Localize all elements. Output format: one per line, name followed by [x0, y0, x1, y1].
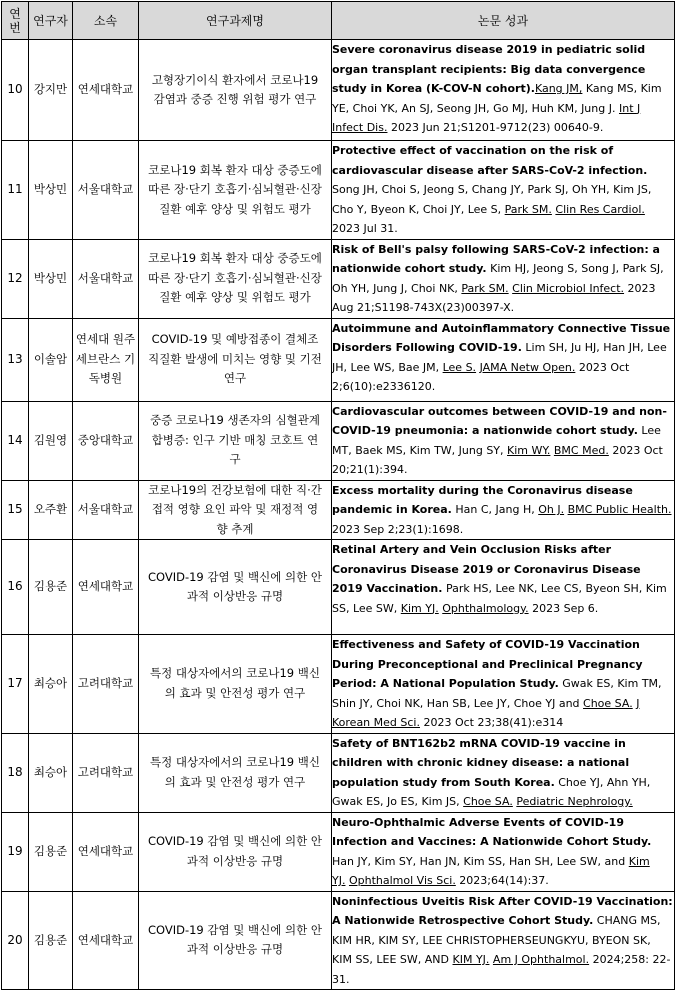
header-researcher: 연구자	[29, 2, 73, 40]
row-project: 코로나19의 건강보험에 대한 직·간접적 영향 요인 파악 및 재정적 영향 추계	[139, 480, 332, 540]
row-project: COVID-19 감염 및 백신에 의한 안과적 이상반응 규명	[139, 812, 332, 891]
paper-title: Autoimmune and Autoinflammatory Connective Tissue Disorders Following COVID-19.	[332, 321, 671, 354]
paper-journal: Am J Ophthalmol.	[492, 953, 590, 966]
row-no: 13	[2, 318, 29, 401]
paper-journal: BMC Public Health.	[567, 503, 672, 516]
paper-authors-rest: Kang MS, Kim YE, Choi YK, An SJ, Seong JH, Go MJ, Huh KM, Jung J.	[332, 82, 662, 115]
paper-journal: Clin Microbiol Infect.	[512, 281, 625, 295]
row-affiliation: 연세대학교	[73, 40, 139, 141]
row-project: COVID-19 감염 및 백신에 의한 안과적 이상반응 규명	[139, 540, 332, 635]
row-paper	[332, 733, 675, 812]
paper-citation: 2023 Jul 31.	[332, 222, 398, 235]
paper-corresponding-author: Oh J.	[538, 503, 565, 516]
table-row	[2, 239, 675, 318]
paper-corresponding-author: Kim YJ.	[400, 601, 439, 615]
row-paper	[332, 812, 675, 891]
paper-authors: Han JY, Kim SY, Han JN, Kim SS, Han SH, Lee SW, and	[332, 854, 629, 868]
paper-journal: Ophthalmology.	[442, 601, 529, 615]
table-row	[2, 891, 675, 990]
paper-corresponding-author: Kim WY.	[507, 443, 551, 457]
row-project: COVID-19 및 예방접종이 결체조직질환 발생에 미치는 영향 및 기전 연구	[139, 318, 332, 401]
header-row	[2, 2, 675, 40]
paper-title: Severe coronavirus disease 2019 in pediatric solid organ transplant recipients: Big data convergence study in Korea (K-COV-N cohort).	[332, 43, 646, 95]
row-project: 특정 대상자에서의 코로나19 백신의 효과 및 안전성 평가 연구	[139, 733, 332, 812]
row-affiliation: 연세대학교	[73, 812, 139, 891]
row-no: 17	[2, 635, 29, 734]
row-affiliation: 연세대 원주세브란스 기독병원	[73, 318, 139, 401]
table-row	[2, 540, 675, 635]
paper-journal: Int J Infect Dis.	[332, 101, 641, 134]
paper-citation: 2023 Aug 21;S1198-743X(23)00397-X.	[332, 281, 656, 314]
row-no: 15	[2, 480, 29, 540]
row-affiliation: 연세대학교	[73, 540, 139, 635]
paper-title: Risk of Bell's palsy following SARS-CoV-2 infection: a nationwide cohort study.	[332, 242, 660, 275]
row-paper	[332, 540, 675, 635]
row-no: 16	[2, 540, 29, 635]
paper-title: Cardiovascular outcomes between COVID-19 and non-COVID-19 pneumonia: a nationwide cohort study.	[332, 404, 667, 437]
table-row	[2, 40, 675, 141]
paper-journal: BMC Med.	[553, 443, 609, 457]
row-researcher: 최승아	[29, 635, 73, 734]
row-researcher: 김원영	[29, 401, 73, 480]
paper-authors: Lim SH, Ju HJ, Han JH, Lee JH, Lee WS, Bae JM,	[332, 341, 667, 374]
row-researcher: 박상민	[29, 141, 73, 240]
paper-citation: 2024;258: 22-31.	[332, 953, 671, 986]
row-researcher: 최승아	[29, 733, 73, 812]
row-paper	[332, 239, 675, 318]
paper-citation: 2023 Oct 23;38(41):e314	[419, 716, 564, 729]
row-researcher: 김용준	[29, 812, 73, 891]
table-row	[2, 318, 675, 401]
row-no: 19	[2, 812, 29, 891]
paper-authors: Han C, Jang H,	[451, 503, 539, 516]
paper-journal: Ophthalmol Vis Sci.	[348, 874, 456, 887]
row-affiliation: 연세대학교	[73, 891, 139, 990]
row-project: 고형장기이식 환자에서 코로나19 감염과 중증 진행 위험 평가 연구	[139, 40, 332, 141]
row-affiliation: 고려대학교	[73, 733, 139, 812]
paper-corresponding-author: Lee S.	[442, 360, 477, 374]
paper-journal: Pediatric Nephrology.	[516, 795, 633, 808]
table-row	[2, 141, 675, 240]
paper-citation: 2023 Oct 20;21(1):394.	[332, 443, 663, 476]
paper-title: Safety of BNT162b2 mRNA COVID-19 vaccine in children with chronic kidney disease: a national population study from South Korea.	[332, 736, 630, 789]
paper-citation: 2023 Sep 2;23(1):1698.	[332, 522, 464, 536]
paper-corresponding-author: Choe SA.	[583, 696, 633, 710]
row-researcher: 김용준	[29, 891, 73, 990]
table-row	[2, 401, 675, 480]
row-no: 10	[2, 40, 29, 141]
paper-title: Excess mortality during the Coronavirus disease pandemic in Korea.	[332, 483, 633, 516]
row-affiliation: 서울대학교	[73, 141, 139, 240]
row-affiliation: 고려대학교	[73, 635, 139, 734]
paper-corresponding-author: Park SM.	[504, 202, 552, 216]
row-paper	[332, 141, 675, 240]
row-researcher: 박상민	[29, 239, 73, 318]
paper-corresponding-author: Kim YJ.	[332, 854, 650, 887]
paper-citation: 2023;64(14):37.	[455, 874, 549, 887]
table-row	[2, 635, 675, 734]
paper-corresponding-author: KIM YJ.	[452, 953, 490, 966]
row-researcher: 오주환	[29, 480, 73, 540]
paper-title: Protective effect of vaccination on the risk of cardiovascular disease after SARS-CoV-2 infection.	[332, 144, 648, 177]
row-affiliation: 서울대학교	[73, 480, 139, 540]
paper-authors: Gwak ES, Kim TM, Shin JY, Choi NK, Han SB, Lee JY, Choe YJ and	[332, 677, 662, 710]
row-project: 코로나19 회복 환자 대상 중증도에 따른 장·단기 호흡기·심뇌혈관·신장질환 예후 양상 및 위험도 평가	[139, 141, 332, 240]
table-row	[2, 733, 675, 812]
row-project: COVID-19 감염 및 백신에 의한 안과적 이상반응 규명	[139, 891, 332, 990]
paper-corresponding-author: Kang JM,	[534, 82, 583, 95]
paper-journal: Clin Res Cardiol.	[555, 202, 645, 216]
row-project: 중증 코로나19 생존자의 심혈관계 합병증: 인구 기반 매칭 코호트 연구	[139, 401, 332, 480]
row-no: 18	[2, 733, 29, 812]
row-paper	[332, 635, 675, 734]
paper-authors: Park HS, Lee NK, Lee CS, Byeon SH, Kim SS, Lee SW,	[332, 582, 667, 615]
paper-title: Noninfectious Uveitis Risk After COVID-19 Vaccination: A Nationwide Retrospective Cohort Study.	[332, 894, 673, 927]
row-no: 11	[2, 141, 29, 240]
row-affiliation: 중앙대학교	[73, 401, 139, 480]
row-affiliation: 서울대학교	[73, 239, 139, 318]
header-no: 연번	[2, 2, 29, 40]
row-researcher: 강지만	[29, 40, 73, 141]
paper-authors: Kim HJ, Jeong S, Song J, Park SJ, Oh YH, Jung J, Choi NK,	[332, 262, 664, 295]
row-paper	[332, 401, 675, 480]
paper-corresponding-author: Choe SA.	[463, 795, 513, 808]
row-paper	[332, 40, 675, 141]
paper-journal: J Korean Med Sci.	[332, 696, 640, 729]
research-outcomes-table	[1, 1, 675, 990]
header-paper: 논문 성과	[332, 2, 675, 40]
row-no: 14	[2, 401, 29, 480]
paper-title: Neuro-Ophthalmic Adverse Events of COVID-19 Infection and Vaccines: A Nationwide Cohort Study.	[332, 815, 652, 848]
row-no: 20	[2, 891, 29, 990]
header-affiliation: 소속	[73, 2, 139, 40]
paper-citation: 2023 Oct 2;6(10):e2336120.	[332, 360, 630, 393]
row-project: 코로나19 회복 환자 대상 중증도에 따른 장·단기 호흡기·심뇌혈관·신장질환 예후 양상 및 위험도 평가	[139, 239, 332, 318]
row-paper	[332, 318, 675, 401]
table-row	[2, 480, 675, 540]
header-project: 연구과제명	[139, 2, 332, 40]
paper-authors: Song JH, Choi S, Jeong S, Chang JY, Park SJ, Oh YH, Kim JS, Cho Y, Byeon K, Choi JY, Lee S,	[332, 183, 652, 216]
row-researcher: 김용준	[29, 540, 73, 635]
paper-title: Effectiveness and Safety of COVID-19 Vaccination During Preconceptional and Preclinical Pregnancy Period: A National Population Study.	[332, 638, 643, 690]
row-project: 특정 대상자에서의 코로나19 백신의 효과 및 안전성 평가 연구	[139, 635, 332, 734]
paper-title: Retinal Artery and Vein Occlusion Risks after Coronavirus Disease 2019 or Coronavirus Disease 2019 Vaccination.	[332, 543, 641, 595]
row-researcher: 이솔암	[29, 318, 73, 401]
row-paper	[332, 480, 675, 540]
paper-corresponding-author: Park SM.	[461, 281, 509, 295]
paper-citation: 2023 Sep 6.	[528, 601, 599, 615]
paper-authors: CHANG MS, KIM HR, KIM SY, LEE CHRISTOPHERSEUNGKYU, BYEON SK, KIM SS, LEE SW, AND	[332, 914, 661, 966]
paper-journal: JAMA Netw Open.	[479, 360, 576, 374]
paper-authors: Lee MT, Baek MS, Kim TW, Jung SY,	[332, 424, 661, 457]
row-paper	[332, 891, 675, 990]
paper-authors: Choe YJ, Ahn YH, Gwak ES, Jo ES, Kim JS,	[332, 775, 651, 808]
paper-citation: 2023 Jun 21;S1201-9712(23) 00640-9.	[387, 121, 604, 134]
table-row	[2, 812, 675, 891]
row-no: 12	[2, 239, 29, 318]
